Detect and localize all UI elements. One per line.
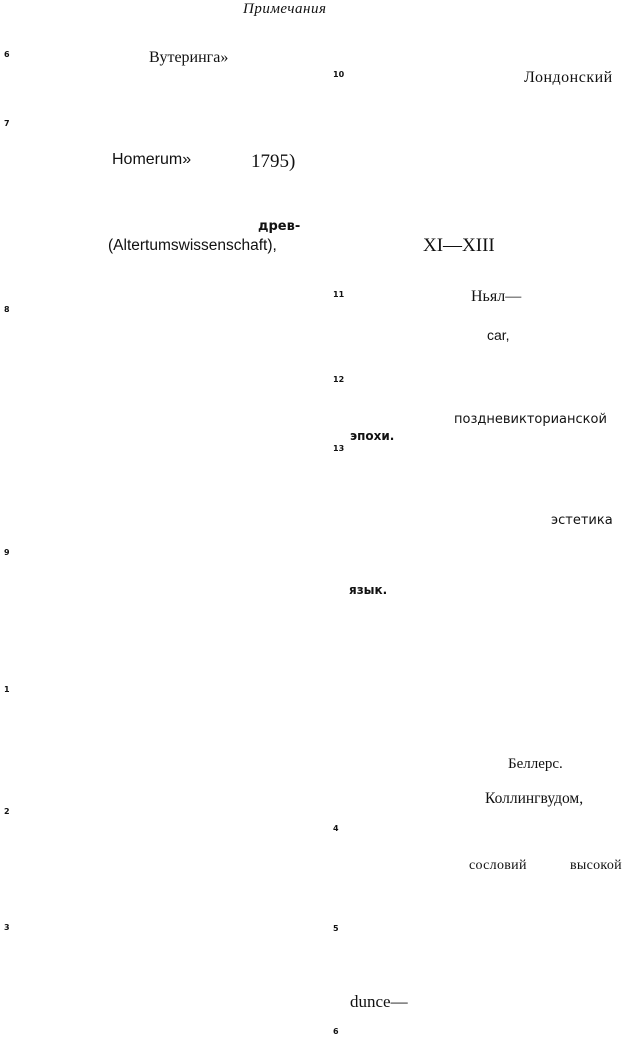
text-fragment: эпохи. [350,429,395,443]
note-number: 7 [4,119,10,128]
note-number: 11 [333,290,345,299]
note-number: 4 [333,824,339,833]
note-number: 2 [4,807,10,816]
note-number: 8 [4,305,10,314]
text-fragment: Коллингвудом, [485,790,584,807]
text-fragment: 1795) [251,151,296,172]
note-number: 1 [4,685,10,694]
text-fragment: язык. [349,583,388,597]
text-fragment: dunce— [350,992,408,1011]
note-number: 5 [333,924,339,933]
text-fragment: Вутеринга» [149,49,229,66]
note-number: 6 [4,50,10,59]
text-fragment: XI—XIII [423,235,495,256]
note-number: 12 [333,375,345,384]
note-number: 6 [333,1027,339,1036]
text-fragment: Ньял— [471,288,522,305]
text-fragment: сословий [469,858,527,873]
text-fragment: Беллерс. [508,756,563,772]
text-fragment: высокой [570,858,622,873]
text-fragment: поздневикторианской [454,412,607,427]
note-number: 3 [4,923,10,932]
text-fragment: Homerum» [112,151,192,168]
note-number: 9 [4,548,10,557]
text-fragment: эстетика [551,513,613,528]
text-fragment: car, [487,327,510,343]
text-fragment: древ- [258,219,301,234]
page-header: Примечания [243,1,327,17]
note-number: 13 [333,444,345,453]
note-number: 10 [333,70,345,79]
text-fragment: (Altertumswissenschaft), [108,237,277,254]
text-fragment: Лондонский [524,69,613,86]
